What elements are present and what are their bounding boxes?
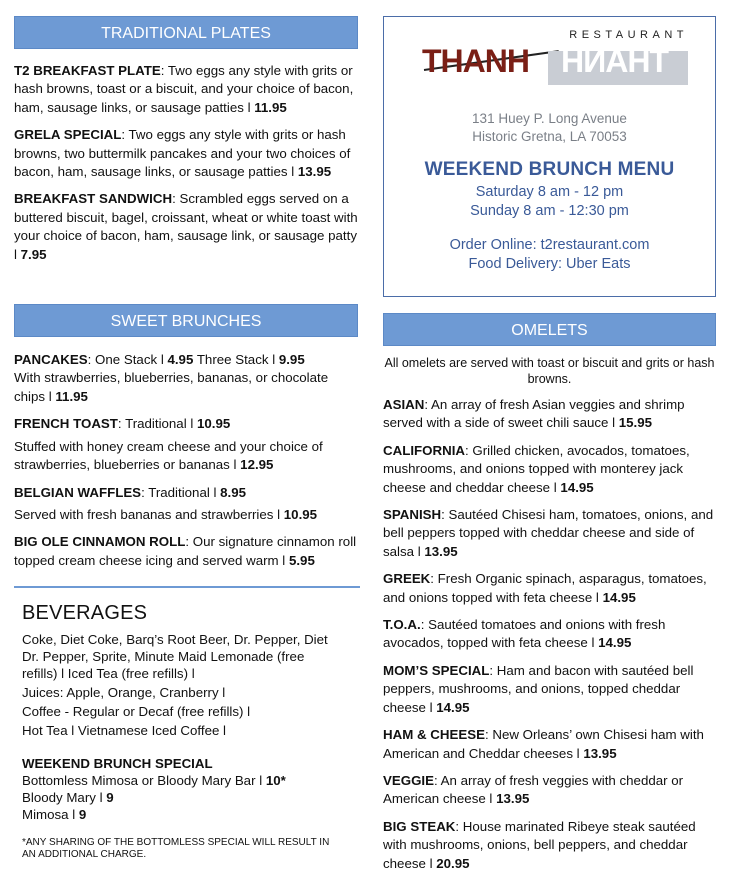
beverage-coffee: Coffee - Regular or Decaf (free refills) l xyxy=(22,704,251,720)
item-desc: : Traditional xyxy=(141,484,210,500)
special-price: 9 xyxy=(106,790,114,806)
omelets-header: OMELETS xyxy=(383,313,716,346)
item-price: 13.95 xyxy=(496,791,530,807)
item-desc: Served with fresh bananas and strawberries xyxy=(14,506,274,522)
item-name: HAM & CHEESE xyxy=(383,727,485,743)
beverage-juices: Juices: Apple, Orange, Cranberry l xyxy=(22,685,226,701)
menu-title: WEEKEND BRUNCH MENU xyxy=(424,159,675,180)
item-price: 20.95 xyxy=(436,855,470,871)
address-line-2: Historic Gretna, LA 70053 xyxy=(472,129,627,144)
menu-item: VEGGIE: An array of fresh veggies with cheddar or American cheese l 13.95 xyxy=(383,772,684,807)
special-text: Bloody Mary l xyxy=(22,790,103,806)
item-desc: Three Stack xyxy=(193,352,269,368)
item-desc: : An array of fresh veggies with cheddar or American cheese xyxy=(383,772,684,807)
item-desc: : Our signature cinnamon roll topped cream cheese icing and served warm xyxy=(14,534,357,568)
menu-item-cinnamon-roll: BIG OLE CINNAMON ROLL: Our signature cinnamon roll topped cream cheese icing and served warm l 5.95 xyxy=(14,534,357,568)
brunch-special-title: WEEKEND BRUNCH SPECIAL xyxy=(22,756,213,772)
item-desc: : One Stack xyxy=(87,352,158,368)
item-price: 14.95 xyxy=(560,479,594,495)
order-online: Order Online: t2restaurant.com xyxy=(449,237,650,253)
item-name: ASIAN xyxy=(383,397,425,412)
item-price: 7.95 xyxy=(20,246,47,262)
item-price: 12.95 xyxy=(240,457,274,473)
item-name: T2 BREAKFAST PLATE xyxy=(14,63,161,78)
item-price: 10.95 xyxy=(283,506,318,522)
item-name: BREAKFAST SANDWICH xyxy=(14,191,173,207)
menu-item: HAM & CHEESE: New Orleans’ own Chisesi ham with American and Cheddar cheeses l 13.95 xyxy=(383,727,704,761)
menu-item: GREEK: Fresh Organic spinach, asparagus, tomatoes, and onions topped with feta cheese l 14.95 xyxy=(383,571,707,605)
item-desc: With strawberries, blueberries, bananas, or chocolate chips xyxy=(14,370,329,404)
beverage-sodas: Coke, Diet Coke, Barq’s Root Beer, Dr. Pepper, Diet Dr. Pepper, Sprite, Minute Maid Lemonade (free refills) l Iced Tea (free refills) l xyxy=(22,632,328,682)
disclaimer: *ANY SHARING OF THE BOTTOMLESS SPECIAL WILL RESULT IN AN ADDITIONAL CHARGE. xyxy=(22,837,330,861)
item-price: 13.95 xyxy=(297,164,332,180)
item-desc: : Grilled chicken, avocados, tomatoes, mushrooms, and onions topped with monterey jack cheese and cheddar cheese xyxy=(383,442,690,495)
menu-item: BREAKFAST SANDWICH: Scrambled eggs served on a buttered biscuit, bagel, croissant, wheat or white toast with your choice of bacon, ham, sausage link, or sausage patty l 7.95 xyxy=(14,191,358,262)
item-name: GREEK xyxy=(383,571,431,587)
traditional-plates-header: TRADITIONAL PLATES xyxy=(14,16,358,49)
item-price: 14.95 xyxy=(602,589,636,605)
special-price: 9 xyxy=(78,807,87,823)
menu-item: CALIFORNIA: Grilled chicken, avocados, tomatoes, mushrooms, and onions topped with monterey jack cheese and cheddar cheese l 14.95 xyxy=(383,442,690,495)
sweet-brunches-header: SWEET BRUNCHES xyxy=(14,304,358,337)
menu-item-french-toast: FRENCH TOAST: Traditional l 10.95 Stuffed with honey cream cheese and your choice of strawberries, blueberries or bananas l 12.95 xyxy=(14,416,323,473)
item-name: T.O.A. xyxy=(383,617,421,633)
restaurant-info-box xyxy=(383,16,716,297)
address-line-1: 131 Huey P. Long Avenue xyxy=(472,111,627,126)
item-desc: : Sautéed Chisesi ham, tomatoes, onions, and bell peppers topped with cheddar cheese and side of salsa xyxy=(383,507,714,559)
right-column xyxy=(383,16,716,873)
menu-item: SPANISH: Sautéed Chisesi ham, tomatoes, onions, and bell peppers topped with cheddar cheese and side of salsa l 13.95 xyxy=(383,507,714,559)
item-price: 5.95 xyxy=(288,552,315,568)
item-desc: : Sautéed tomatoes and onions with fresh avocados, topped with feta cheese xyxy=(383,617,666,651)
item-desc: : Fresh Organic spinach, asparagus, tomatoes, and onions topped with feta cheese xyxy=(383,571,707,605)
menu-item: BIG STEAK: House marinated Ribeye steak sautéed with mushrooms, onions, bell peppers, and cheddar cheese l 20.95 xyxy=(383,818,696,871)
menu-item: ASIAN: An array of fresh Asian veggies and shrimp served with a side of sweet chili sauce l 15.95 xyxy=(383,397,685,431)
item-name: CALIFORNIA xyxy=(383,442,465,458)
beverages-title: BEVERAGES xyxy=(22,602,148,625)
item-price: 13.95 xyxy=(424,543,458,559)
menu-item: T2 BREAKFAST PLATE: Two eggs any style with grits or hash browns, toast or a biscuit, and your choice of bacon, ham, sausage links, or sausage patties l 11.95 xyxy=(14,63,354,115)
item-desc: : Traditional xyxy=(117,416,187,432)
beverage-tea: Hot Tea l Vietnamese Iced Coffee l xyxy=(22,723,227,739)
item-desc: : Two eggs any style with grits or hash browns, two buttermilk pancakes and your two choices of bacon, ham, sausage links, or sausage patties xyxy=(14,127,351,180)
item-name: MOM’S SPECIAL xyxy=(383,662,490,678)
item-name: FRENCH TOAST xyxy=(14,416,118,432)
item-price: 11.95 xyxy=(254,99,287,115)
item-name: PANCAKES xyxy=(14,352,88,368)
omelet-note: All omelets are served with toast or biscuit and grits or hash browns. xyxy=(384,356,715,386)
item-price: 15.95 xyxy=(618,415,653,431)
item-name: BELGIAN WAFFLES xyxy=(14,484,142,500)
item-desc: Stuffed with honey cream cheese and your choice of strawberries, blueberries or bananas xyxy=(14,438,323,473)
item-price: 14.95 xyxy=(598,635,632,651)
special-line xyxy=(22,772,358,789)
hours-sunday: Sunday 8 am - 12:30 pm xyxy=(470,203,629,219)
item-price: 14.95 xyxy=(436,699,470,715)
menu-item-waffles: BELGIAN WAFFLES: Traditional l 8.95 Served with fresh bananas and strawberries l 10.95 xyxy=(14,484,318,522)
item-price: 9.95 xyxy=(278,352,305,368)
item-name: VEGGIE xyxy=(383,772,434,788)
item-name: SPANISH xyxy=(383,507,442,523)
menu-item: GRELA SPECIAL: Two eggs any style with grits or hash browns, two buttermilk pancakes and your two choices of bacon, ham, sausage links, or sausage patties l 13.95 xyxy=(14,127,351,180)
left-column xyxy=(14,16,358,861)
item-desc: : New Orleans’ own Chisesi ham with American and Cheddar cheeses xyxy=(383,727,704,761)
item-price: 4.95 xyxy=(167,352,194,368)
item-price: 8.95 xyxy=(220,484,247,500)
item-desc: : House marinated Ribeye steak sautéed with mushrooms, onions, bell peppers, and cheddar cheese xyxy=(383,818,696,871)
special-line xyxy=(22,806,358,823)
special-text: Bottomless Mimosa or Bloody Mary Bar l xyxy=(22,773,263,789)
item-desc: : An array of fresh Asian veggies and shrimp served with a side of sweet chili sauce xyxy=(383,397,685,431)
special-line xyxy=(22,789,358,806)
logo-main: THANH xyxy=(422,43,529,79)
item-desc: : Scrambled eggs served on a buttered biscuit, bagel, croissant, wheat or white toast with your choice of bacon, ham, sausage link, or sausage patty xyxy=(14,191,358,244)
special-text: Mimosa l xyxy=(22,807,76,823)
item-price: 11.95 xyxy=(55,388,88,404)
restaurant-logo xyxy=(422,29,688,97)
divider xyxy=(14,586,360,588)
special-price: 10* xyxy=(265,773,286,789)
item-desc: : Ham and bacon with sautéed bell peppers, mushrooms, and onions, topped cheddar cheese xyxy=(383,662,694,715)
item-name: BIG STEAK xyxy=(383,818,456,834)
menu-item: T.O.A.: Sautéed tomatoes and onions with fresh avocados, topped with feta cheese l 14.95 xyxy=(383,617,666,651)
item-name: GRELA SPECIAL xyxy=(14,127,122,143)
food-delivery: Food Delivery: Uber Eats xyxy=(468,256,631,272)
menu-item-pancakes: PANCAKES: One Stack l 4.95 Three Stack l 9.95 With strawberries, blueberries, bananas, or chocolate chips l 11.95 xyxy=(14,352,329,404)
item-price: 10.95 xyxy=(197,416,231,432)
hours-saturday: Saturday 8 am - 12 pm xyxy=(475,184,624,200)
item-name: BIG OLE CINNAMON ROLL xyxy=(14,534,186,550)
logo-main-mirrored: THANH xyxy=(562,43,669,79)
logo-restaurant-word: RESTAURANT xyxy=(569,29,688,41)
menu-item: MOM’S SPECIAL: Ham and bacon with sautéed bell peppers, mushrooms, and onions, topped cheddar cheese l 14.95 xyxy=(383,662,694,715)
item-price: 13.95 xyxy=(583,745,617,761)
item-desc: : Two eggs any style with grits or hash browns, toast or a biscuit, and your choice of bacon, ham, sausage links, or sausage patties xyxy=(14,63,354,115)
